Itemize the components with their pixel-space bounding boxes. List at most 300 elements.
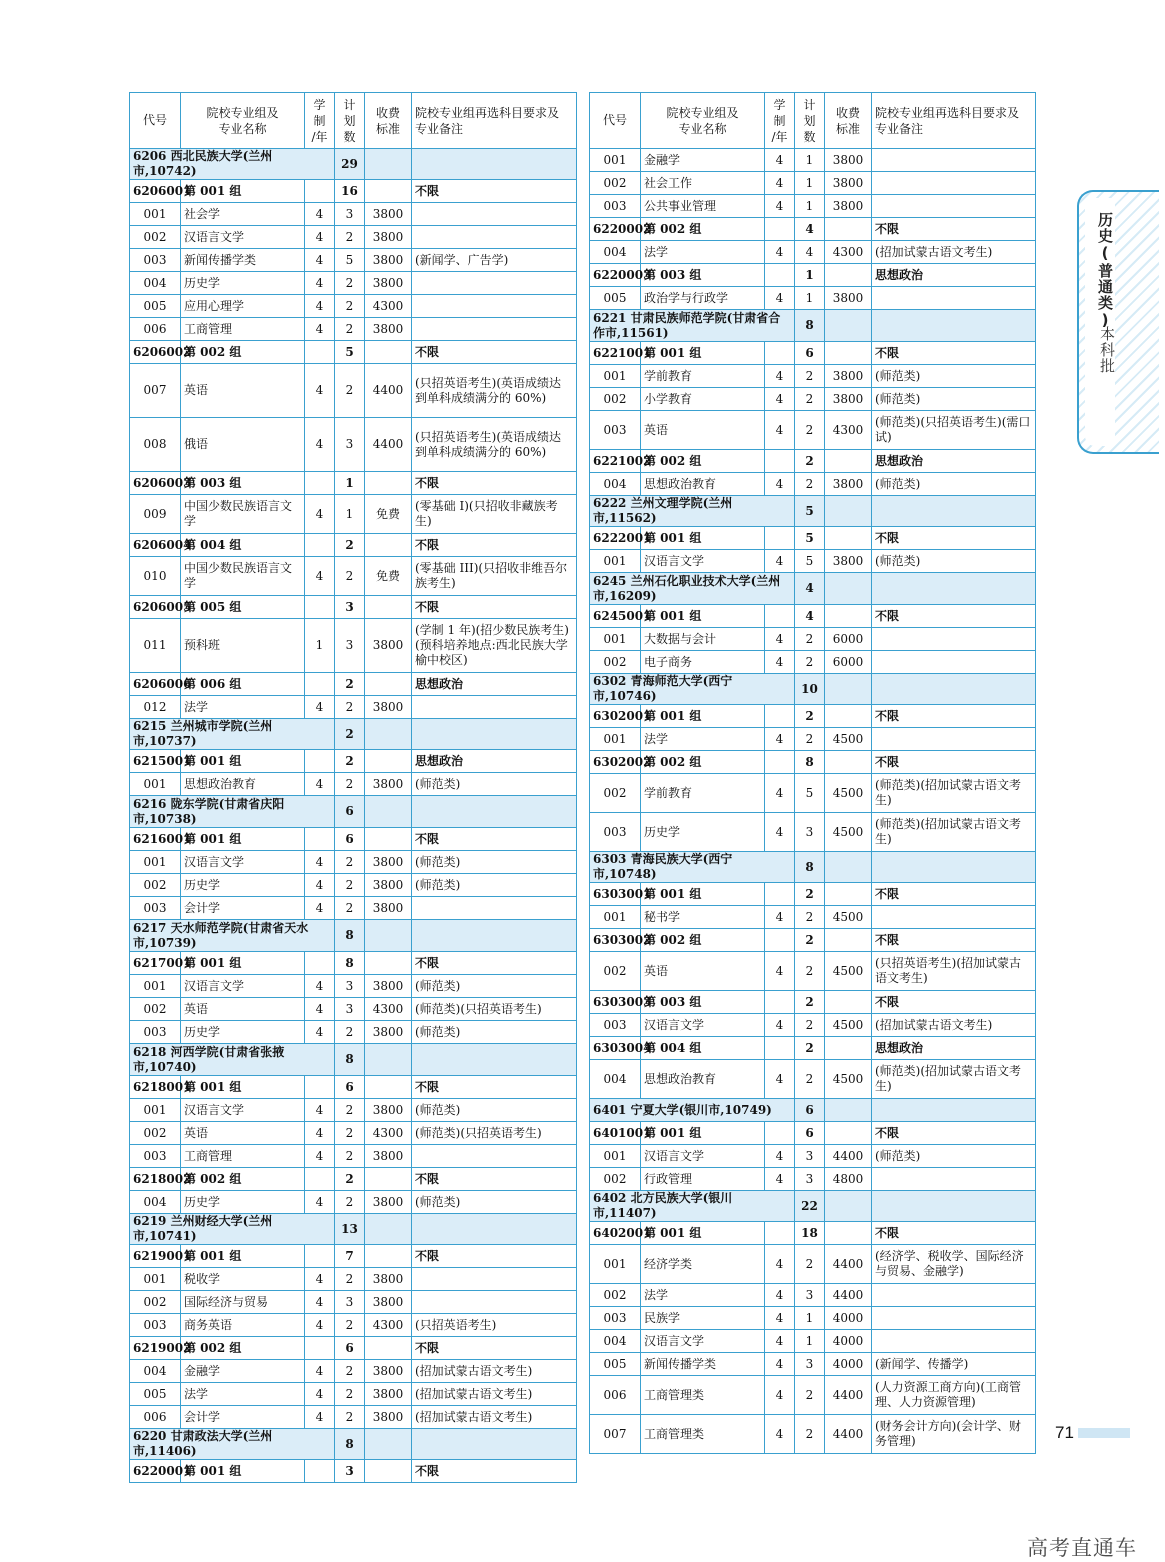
major-code: 001 — [130, 773, 181, 796]
major-fee: 4400 — [365, 418, 412, 472]
major-plan: 1 — [795, 195, 825, 218]
group-name: 第 001 组 — [641, 883, 765, 906]
group-name: 第 001 组 — [641, 1222, 765, 1245]
group-name: 第 004 组 — [641, 1037, 765, 1060]
school-note-cell — [412, 149, 577, 180]
major-name: 思想政治教育 — [181, 773, 305, 796]
major-name: 法学 — [181, 696, 305, 719]
group-fee-cell — [365, 1168, 412, 1191]
school-note-cell — [412, 796, 577, 828]
major-name: 预科班 — [181, 619, 305, 673]
group-name: 第 002 组 — [641, 751, 765, 774]
major-fee: 4400 — [825, 1376, 872, 1415]
major-plan: 2 — [795, 1245, 825, 1284]
school-row — [130, 1429, 577, 1460]
major-name: 法学 — [641, 241, 765, 264]
group-name: 第 003 组 — [641, 991, 765, 1014]
major-fee: 4000 — [825, 1307, 872, 1330]
school-fee-cell — [365, 149, 412, 180]
group-fee-cell — [825, 605, 872, 628]
major-fee: 4000 — [825, 1353, 872, 1376]
school-plan: 10 — [795, 674, 825, 705]
header-code: 代号 — [130, 93, 181, 149]
group-subject-requirement: 不限 — [412, 596, 577, 619]
group-code: 6302002 — [590, 751, 641, 774]
major-years: 4 — [765, 149, 795, 172]
group-years-cell — [305, 1337, 335, 1360]
major-fee: 4500 — [825, 774, 872, 813]
major-fee: 4400 — [825, 1245, 872, 1284]
major-note — [412, 203, 577, 226]
group-row — [590, 264, 1036, 287]
major-row — [590, 1353, 1036, 1376]
major-row — [130, 1291, 577, 1314]
major-years: 4 — [765, 952, 795, 991]
group-fee-cell — [825, 264, 872, 287]
major-name: 金融学 — [181, 1360, 305, 1383]
major-row — [130, 851, 577, 874]
group-code: 6221001 — [590, 342, 641, 365]
group-row — [590, 1122, 1036, 1145]
major-years: 4 — [765, 473, 795, 496]
group-subject-requirement: 思想政治 — [872, 1037, 1036, 1060]
major-plan: 4 — [795, 241, 825, 264]
group-subject-requirement: 不限 — [412, 534, 577, 557]
group-fee-cell — [365, 1337, 412, 1360]
group-name: 第 001 组 — [641, 1122, 765, 1145]
major-years: 4 — [305, 226, 335, 249]
major-plan: 2 — [335, 696, 365, 719]
major-plan: 2 — [795, 388, 825, 411]
major-code: 002 — [590, 952, 641, 991]
group-years-cell — [765, 1222, 795, 1245]
major-years: 4 — [765, 1245, 795, 1284]
major-row — [590, 813, 1036, 852]
group-years-cell — [305, 472, 335, 495]
major-note: (零基础 I)(只招收非藏族考生) — [412, 495, 577, 534]
major-note: (零基础 III)(只招收非维吾尔族考生) — [412, 557, 577, 596]
major-note: (只招英语考生) — [412, 1314, 577, 1337]
major-name: 汉语言文学 — [181, 975, 305, 998]
major-plan: 2 — [795, 365, 825, 388]
major-note — [872, 1284, 1036, 1307]
major-plan: 2 — [335, 851, 365, 874]
major-row — [590, 1168, 1036, 1191]
group-code: 6220002 — [590, 218, 641, 241]
major-fee: 4400 — [825, 1145, 872, 1168]
major-years: 4 — [765, 365, 795, 388]
major-row — [130, 203, 577, 226]
major-years: 4 — [305, 1360, 335, 1383]
major-note: (招加试蒙古语文考生) — [412, 1360, 577, 1383]
school-note-cell — [412, 1429, 577, 1460]
major-years: 4 — [305, 272, 335, 295]
group-code: 6206001 — [130, 180, 181, 203]
major-row — [130, 1145, 577, 1168]
major-row — [130, 418, 577, 472]
group-name: 第 001 组 — [181, 952, 305, 975]
major-note — [412, 318, 577, 341]
group-plan: 18 — [795, 1222, 825, 1245]
major-years: 4 — [765, 1307, 795, 1330]
major-code: 004 — [590, 473, 641, 496]
group-plan: 2 — [795, 450, 825, 473]
admission-table-left — [129, 92, 577, 1483]
group-years-cell — [305, 596, 335, 619]
major-note: (经济学、税收学、国际经济与贸易、金融学) — [872, 1245, 1036, 1284]
major-years: 4 — [765, 1060, 795, 1099]
school-name: 6206 西北民族大学(兰州市,10742) — [130, 149, 335, 180]
major-code: 003 — [130, 897, 181, 920]
school-name: 6302 青海师范大学(西宁市,10746) — [590, 674, 795, 705]
major-code: 001 — [590, 1145, 641, 1168]
school-row — [130, 920, 577, 952]
major-code: 010 — [130, 557, 181, 596]
major-years: 4 — [765, 728, 795, 751]
major-years: 4 — [765, 774, 795, 813]
group-name: 第 001 组 — [641, 527, 765, 550]
major-name: 小学教育 — [641, 388, 765, 411]
major-name: 公共事业管理 — [641, 195, 765, 218]
group-row — [590, 991, 1036, 1014]
group-plan: 1 — [335, 472, 365, 495]
group-plan: 7 — [335, 1245, 365, 1268]
group-subject-requirement: 思想政治 — [412, 673, 577, 696]
group-name: 第 001 组 — [641, 605, 765, 628]
major-code: 001 — [590, 1245, 641, 1284]
group-fee-cell — [825, 929, 872, 952]
major-row — [130, 998, 577, 1021]
major-plan: 5 — [335, 249, 365, 272]
major-code: 004 — [130, 1191, 181, 1214]
major-name: 英语 — [641, 952, 765, 991]
major-plan: 1 — [795, 172, 825, 195]
group-subject-requirement: 不限 — [412, 1460, 577, 1483]
group-plan: 2 — [795, 991, 825, 1014]
major-name: 汉语言文学 — [641, 1330, 765, 1353]
major-code: 001 — [590, 628, 641, 651]
major-row — [590, 1307, 1036, 1330]
group-years-cell — [305, 1460, 335, 1483]
major-code: 001 — [590, 149, 641, 172]
major-fee: 4300 — [825, 241, 872, 264]
major-code: 002 — [590, 1284, 641, 1307]
group-subject-requirement: 不限 — [872, 1122, 1036, 1145]
group-row — [590, 883, 1036, 906]
major-fee: 4300 — [365, 1314, 412, 1337]
major-name: 法学 — [641, 1284, 765, 1307]
group-row — [590, 527, 1036, 550]
group-code: 6245001 — [590, 605, 641, 628]
group-code: 6219001 — [130, 1245, 181, 1268]
major-fee: 6000 — [825, 628, 872, 651]
major-name: 新闻传播学类 — [641, 1353, 765, 1376]
major-code: 002 — [130, 874, 181, 897]
major-name: 工商管理 — [181, 318, 305, 341]
major-code: 001 — [130, 1268, 181, 1291]
school-name: 6222 兰州文理学院(兰州市,11562) — [590, 496, 795, 527]
major-fee: 4800 — [825, 1168, 872, 1191]
major-plan: 2 — [795, 906, 825, 929]
major-code: 001 — [590, 728, 641, 751]
group-row — [590, 450, 1036, 473]
group-subject-requirement: 不限 — [412, 472, 577, 495]
group-row — [130, 673, 577, 696]
major-fee: 3800 — [825, 287, 872, 310]
major-code: 002 — [590, 774, 641, 813]
header-code: 代号 — [590, 93, 641, 149]
major-fee: 3800 — [365, 874, 412, 897]
school-name: 6245 兰州石化职业技术大学(兰州市,16209) — [590, 573, 795, 605]
major-plan: 3 — [335, 975, 365, 998]
school-plan: 13 — [335, 1214, 365, 1245]
school-name: 6218 河西学院(甘肃省张掖市,10740) — [130, 1044, 335, 1076]
major-fee: 3800 — [365, 318, 412, 341]
header-plan: 计 划 数 — [335, 93, 365, 149]
major-fee: 3800 — [365, 619, 412, 673]
major-note: (财务会计方向)(会计学、财务管理) — [872, 1415, 1036, 1454]
group-plan: 2 — [795, 929, 825, 952]
group-plan: 2 — [335, 534, 365, 557]
group-fee-cell — [825, 705, 872, 728]
major-name: 学前教育 — [641, 774, 765, 813]
major-plan: 2 — [795, 1415, 825, 1454]
group-fee-cell — [365, 1460, 412, 1483]
major-code: 003 — [130, 249, 181, 272]
major-name: 思想政治教育 — [641, 1060, 765, 1099]
major-fee: 6000 — [825, 651, 872, 674]
watermark: 高考直通车 — [1027, 1536, 1137, 1560]
major-note: (师范类) — [412, 874, 577, 897]
major-code: 003 — [590, 1307, 641, 1330]
group-fee-cell — [365, 1245, 412, 1268]
group-plan: 2 — [335, 750, 365, 773]
major-fee: 免费 — [365, 495, 412, 534]
major-row — [130, 1360, 577, 1383]
major-name: 国际经济与贸易 — [181, 1291, 305, 1314]
major-plan: 2 — [335, 226, 365, 249]
major-years: 4 — [765, 550, 795, 573]
major-code: 001 — [590, 550, 641, 573]
major-fee: 3800 — [365, 897, 412, 920]
school-row — [590, 674, 1036, 705]
school-row — [590, 496, 1036, 527]
major-note: (师范类)(招加试蒙古语文考生) — [872, 774, 1036, 813]
school-plan: 6 — [795, 1099, 825, 1122]
school-plan: 2 — [335, 719, 365, 750]
group-code: 6402001 — [590, 1222, 641, 1245]
major-plan: 2 — [335, 295, 365, 318]
group-code: 6220003 — [590, 264, 641, 287]
major-note: (师范类) — [412, 975, 577, 998]
major-fee: 3800 — [825, 172, 872, 195]
major-row — [590, 1284, 1036, 1307]
major-code: 001 — [590, 906, 641, 929]
major-fee: 4400 — [365, 364, 412, 418]
school-row — [590, 852, 1036, 883]
major-plan: 2 — [335, 773, 365, 796]
major-code: 008 — [130, 418, 181, 472]
major-note: (师范类) — [872, 388, 1036, 411]
major-row — [590, 241, 1036, 264]
major-note: (只招英语考生)(招加试蒙古语文考生) — [872, 952, 1036, 991]
major-note: (人力资源工商方向)(工商管理、人力资源管理) — [872, 1376, 1036, 1415]
major-plan: 1 — [335, 495, 365, 534]
group-code: 6221002 — [590, 450, 641, 473]
school-plan: 4 — [795, 573, 825, 605]
major-years: 4 — [765, 1330, 795, 1353]
school-note-cell — [872, 573, 1036, 605]
major-fee: 3800 — [365, 1145, 412, 1168]
major-plan: 2 — [335, 1191, 365, 1214]
major-years: 4 — [305, 1268, 335, 1291]
major-name: 英语 — [641, 411, 765, 450]
major-name: 历史学 — [181, 1191, 305, 1214]
school-fee-cell — [365, 796, 412, 828]
major-note: (师范类) — [872, 1145, 1036, 1168]
group-name: 第 002 组 — [181, 1337, 305, 1360]
major-name: 工商管理 — [181, 1145, 305, 1168]
major-plan: 2 — [335, 1268, 365, 1291]
major-fee: 4000 — [825, 1330, 872, 1353]
major-years: 4 — [765, 241, 795, 264]
major-note: (师范类)(只招英语考生) — [412, 1122, 577, 1145]
group-code: 6217001 — [130, 952, 181, 975]
major-row — [590, 195, 1036, 218]
major-name: 大数据与会计 — [641, 628, 765, 651]
major-row — [590, 628, 1036, 651]
group-years-cell — [765, 264, 795, 287]
school-row — [130, 149, 577, 180]
group-plan: 6 — [795, 342, 825, 365]
major-code: 005 — [590, 1353, 641, 1376]
major-fee: 3800 — [365, 226, 412, 249]
major-plan: 2 — [335, 1122, 365, 1145]
major-name: 历史学 — [181, 272, 305, 295]
major-row — [590, 1245, 1036, 1284]
group-plan: 5 — [335, 341, 365, 364]
group-name: 第 002 组 — [641, 929, 765, 952]
major-fee: 4500 — [825, 906, 872, 929]
table-header-row — [130, 93, 577, 149]
major-years: 4 — [765, 195, 795, 218]
major-code: 005 — [130, 295, 181, 318]
major-years: 4 — [305, 975, 335, 998]
major-name: 历史学 — [641, 813, 765, 852]
major-code: 003 — [130, 1314, 181, 1337]
school-note-cell — [872, 852, 1036, 883]
major-plan: 2 — [795, 1376, 825, 1415]
group-row — [590, 605, 1036, 628]
group-subject-requirement: 不限 — [872, 751, 1036, 774]
school-plan: 8 — [795, 852, 825, 883]
major-years: 1 — [305, 619, 335, 673]
group-plan: 2 — [335, 1168, 365, 1191]
major-fee: 4500 — [825, 728, 872, 751]
major-fee: 3800 — [365, 272, 412, 295]
group-fee-cell — [825, 527, 872, 550]
major-years: 4 — [765, 1415, 795, 1454]
major-code: 001 — [590, 365, 641, 388]
major-code: 002 — [590, 1168, 641, 1191]
major-name: 秘书学 — [641, 906, 765, 929]
school-row — [130, 796, 577, 828]
group-fee-cell — [825, 883, 872, 906]
major-name: 汉语言文学 — [181, 1099, 305, 1122]
major-note — [872, 1307, 1036, 1330]
major-name: 俄语 — [181, 418, 305, 472]
table-header-row — [590, 93, 1036, 149]
group-name: 第 001 组 — [181, 1460, 305, 1483]
group-subject-requirement: 不限 — [412, 828, 577, 851]
major-name: 汉语言文学 — [641, 1145, 765, 1168]
header-name: 院校专业组及 专业名称 — [641, 93, 765, 149]
major-fee: 3800 — [365, 975, 412, 998]
group-plan: 4 — [795, 605, 825, 628]
major-note — [872, 1168, 1036, 1191]
group-row — [590, 342, 1036, 365]
group-subject-requirement: 不限 — [872, 991, 1036, 1014]
major-code: 005 — [130, 1383, 181, 1406]
major-plan: 2 — [335, 1021, 365, 1044]
major-note: (师范类)(只招英语考生)(需口试) — [872, 411, 1036, 450]
major-code: 004 — [590, 1060, 641, 1099]
major-row — [590, 1060, 1036, 1099]
group-row — [130, 1076, 577, 1099]
major-name: 历史学 — [181, 874, 305, 897]
major-note: (师范类) — [872, 550, 1036, 573]
major-fee: 3800 — [365, 1099, 412, 1122]
group-fee-cell — [365, 341, 412, 364]
school-row — [130, 719, 577, 750]
admission-table-right — [589, 92, 1036, 1454]
major-row — [130, 1268, 577, 1291]
major-row — [130, 557, 577, 596]
major-row — [590, 388, 1036, 411]
school-fee-cell — [365, 1214, 412, 1245]
group-years-cell — [765, 751, 795, 774]
major-fee: 4500 — [825, 1014, 872, 1037]
major-name: 汉语言文学 — [181, 226, 305, 249]
header-fee: 收费 标准 — [825, 93, 872, 149]
group-plan: 3 — [335, 596, 365, 619]
group-subject-requirement: 不限 — [872, 929, 1036, 952]
major-name: 行政管理 — [641, 1168, 765, 1191]
major-plan: 3 — [795, 1284, 825, 1307]
major-years: 4 — [305, 249, 335, 272]
school-name: 6219 兰州财经大学(兰州市,10741) — [130, 1214, 335, 1245]
major-years: 4 — [765, 411, 795, 450]
school-note-cell — [412, 920, 577, 952]
major-years: 4 — [305, 998, 335, 1021]
major-fee: 4300 — [825, 411, 872, 450]
major-code: 002 — [590, 651, 641, 674]
major-years: 4 — [765, 172, 795, 195]
group-fee-cell — [825, 342, 872, 365]
major-code: 003 — [130, 1145, 181, 1168]
group-name: 第 003 组 — [641, 264, 765, 287]
major-name: 历史学 — [181, 1021, 305, 1044]
school-plan: 8 — [335, 1429, 365, 1460]
group-name: 第 002 组 — [641, 450, 765, 473]
major-fee: 3800 — [365, 249, 412, 272]
group-row — [590, 705, 1036, 728]
group-name: 第 001 组 — [181, 1245, 305, 1268]
major-fee: 3800 — [365, 203, 412, 226]
major-plan: 3 — [795, 1353, 825, 1376]
header-note: 院校专业组再选科目要求及 专业备注 — [872, 93, 1036, 149]
school-row — [130, 1214, 577, 1245]
